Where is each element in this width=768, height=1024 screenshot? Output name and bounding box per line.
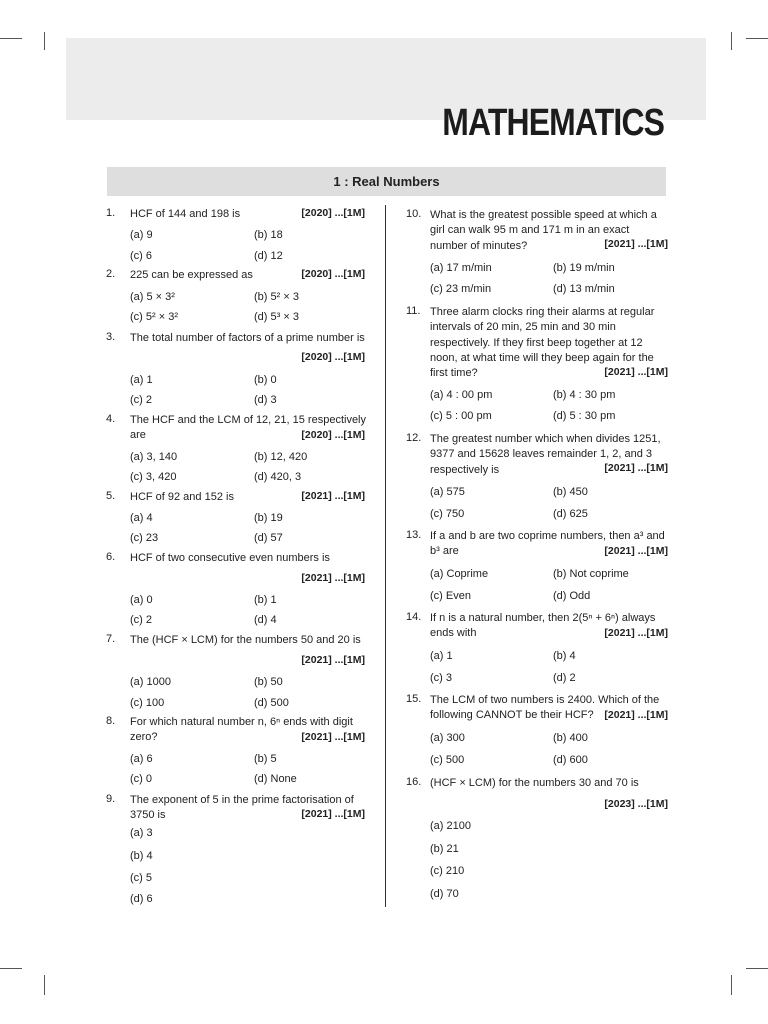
question-text: 225 can be expressed as [130,269,253,281]
answer-option: (a) 17 m/min [430,262,492,274]
answer-option: (d) 12 [254,250,283,262]
answer-option: (b) 4 : 30 pm [553,389,616,401]
answer-option: (d) 5³ × 3 [254,311,299,323]
subject-title: MATHEMATICS [442,102,664,144]
answer-option: (a) 4 [130,512,153,524]
answer-option: (d) 57 [254,532,283,544]
answer-option: (c) 2 [130,614,152,626]
question-number: 10. [406,208,422,220]
answer-option: (d) 500 [254,697,289,709]
question-text: HCF of two consecutive even numbers is [130,552,330,564]
answer-option: (c) 6 [130,250,152,262]
answer-option: (a) 2100 [430,820,471,832]
question-number: 16. [406,776,422,788]
answer-option: (c) 5 [130,872,152,884]
answer-option: (a) 575 [430,486,465,498]
year-marks-tag: [2021] ...[1M] [301,731,365,743]
year-marks-tag: [2021] ...[1M] [301,490,365,502]
answer-option: (a) 1 [430,650,453,662]
answer-option: (a) Coprime [430,568,489,580]
year-marks-tag: [2021] ...[1M] [604,627,668,639]
answer-option: (a) 1000 [130,676,171,688]
answer-option: (c) 2 [130,394,152,406]
answer-option: (b) 450 [553,486,588,498]
question-number: 3. [106,331,116,343]
question-number: 2. [106,268,116,280]
answer-option: (d) 600 [553,754,588,766]
question-text: HCF of 92 and 152 is [130,491,234,503]
crop-mark [0,968,22,969]
answer-option: (a) 300 [430,732,465,744]
question-text: For which natural number n, 6ⁿ ends with digit zero? [130,716,353,744]
answer-option: (c) 210 [430,865,465,877]
answer-option: (b) 50 [254,676,283,688]
answer-option: (c) 3, 420 [130,471,177,483]
answer-option: (a) 6 [130,753,153,765]
answer-option: (c) 23 m/min [430,283,492,295]
crop-mark [746,38,768,39]
answer-option: (d) 6 [130,893,153,905]
crop-mark [731,975,732,995]
crop-mark [731,32,732,50]
answer-option: (b) 5² × 3 [254,291,299,303]
answer-option: (b) 4 [553,650,576,662]
answer-option: (b) 400 [553,732,588,744]
answer-option: (d) 70 [430,888,459,900]
year-marks-tag: [2021] ...[1M] [301,808,365,820]
answer-option: (b) Not coprime [553,568,629,580]
crop-mark [746,968,768,969]
answer-option: (a) 1 [130,374,153,386]
question-text: The LCM of two numbers is 2400. Which of the following CANNOT be their HCF? [430,694,660,722]
answer-option: (b) 12, 420 [254,451,308,463]
answer-option: (d) Odd [553,590,591,602]
answer-option: (a) 3, 140 [130,451,178,463]
question-text: What is the greatest possible speed at which a girl can walk 95 m and 171 m in an exact number of minutes? [430,209,657,252]
year-marks-tag: [2021] ...[1M] [301,654,365,666]
year-marks-tag: [2021] ...[1M] [604,545,668,557]
year-marks-tag: [2021] ...[1M] [604,709,668,721]
answer-option: (c) 100 [130,697,165,709]
crop-mark [0,38,22,39]
question-text: HCF of 144 and 198 is [130,208,241,220]
answer-option: (c) 750 [430,508,465,520]
question-text: Three alarm clocks ring their alarms at regular intervals of 20 min, 25 min and 30 min respectively. If they first beep together at 12 noon, at what time will they beep again for the first time? [430,306,655,380]
question-number: 5. [106,490,116,502]
question-number: 6. [106,551,116,563]
answer-option: (d) 3 [254,394,277,406]
answer-option: (c) 0 [130,773,152,785]
column-divider [385,205,386,907]
question-number: 7. [106,633,116,645]
question-number: 8. [106,715,116,727]
answer-option: (b) 1 [254,594,277,606]
question-text: The total number of factors of a prime number is [130,332,365,344]
answer-option: (b) 19 [254,512,283,524]
question-text: The greatest number which when divides 1251, 9377 and 15628 leaves remainder 1, 2, and 3 respectively is [430,433,661,476]
question-number: 12. [406,432,422,444]
question-number: 14. [406,611,422,623]
answer-option: (b) 4 [130,850,153,862]
answer-option: (c) 5² × 3² [130,311,178,323]
question-text: The HCF and the LCM of 12, 21, 15 respectively are [130,414,367,442]
year-marks-tag: [2023] ...[1M] [604,798,668,810]
year-marks-tag: [2021] ...[1M] [604,366,668,378]
answer-option: (b) 0 [254,374,277,386]
question-number: 4. [106,413,116,425]
answer-option: (d) 4 [254,614,277,626]
question-number: 15. [406,693,422,705]
question-number: 1. [106,207,116,219]
question-text: The (HCF × LCM) for the numbers 50 and 20 is [130,634,361,646]
year-marks-tag: [2020] ...[1M] [301,268,365,280]
year-marks-tag: [2020] ...[1M] [301,429,365,441]
year-marks-tag: [2020] ...[1M] [301,351,365,363]
question-text: (HCF × LCM) for the numbers 30 and 70 is [430,777,639,789]
answer-option: (b) 5 [254,753,277,765]
answer-option: (c) Even [430,590,471,602]
answer-option: (d) 5 : 30 pm [553,410,616,422]
year-marks-tag: [2020] ...[1M] [301,207,365,219]
year-marks-tag: [2021] ...[1M] [301,572,365,584]
answer-option: (c) 5 : 00 pm [430,410,492,422]
question-number: 9. [106,793,116,805]
question-text: The exponent of 5 in the prime factorisation of 3750 is [130,794,354,822]
answer-option: (d) 2 [553,672,576,684]
answer-option: (a) 4 : 00 pm [430,389,493,401]
chapter-title: 1 : Real Numbers [107,167,666,196]
answer-option: (b) 21 [430,843,459,855]
question-text: If a and b are two coprime numbers, then a³ and b³ are [430,530,665,558]
answer-option: (c) 23 [130,532,159,544]
answer-option: (d) 13 m/min [553,283,615,295]
question-text: If n is a natural number, then 2(5ⁿ + 6ⁿ) always ends with [430,612,656,640]
crop-mark [44,32,45,50]
answer-option: (a) 3 [130,827,153,839]
answer-option: (a) 9 [130,229,153,241]
answer-option: (b) 19 m/min [553,262,615,274]
answer-option: (d) 625 [553,508,588,520]
answer-option: (b) 18 [254,229,283,241]
year-marks-tag: [2021] ...[1M] [604,462,668,474]
answer-option: (c) 3 [430,672,452,684]
question-number: 13. [406,529,422,541]
answer-option: (d) 420, 3 [254,471,302,483]
answer-option: (d) None [254,773,297,785]
year-marks-tag: [2021] ...[1M] [604,238,668,250]
question-number: 11. [406,305,421,317]
crop-mark [44,975,45,995]
answer-option: (c) 500 [430,754,465,766]
answer-option: (a) 5 × 3² [130,291,175,303]
answer-option: (a) 0 [130,594,153,606]
